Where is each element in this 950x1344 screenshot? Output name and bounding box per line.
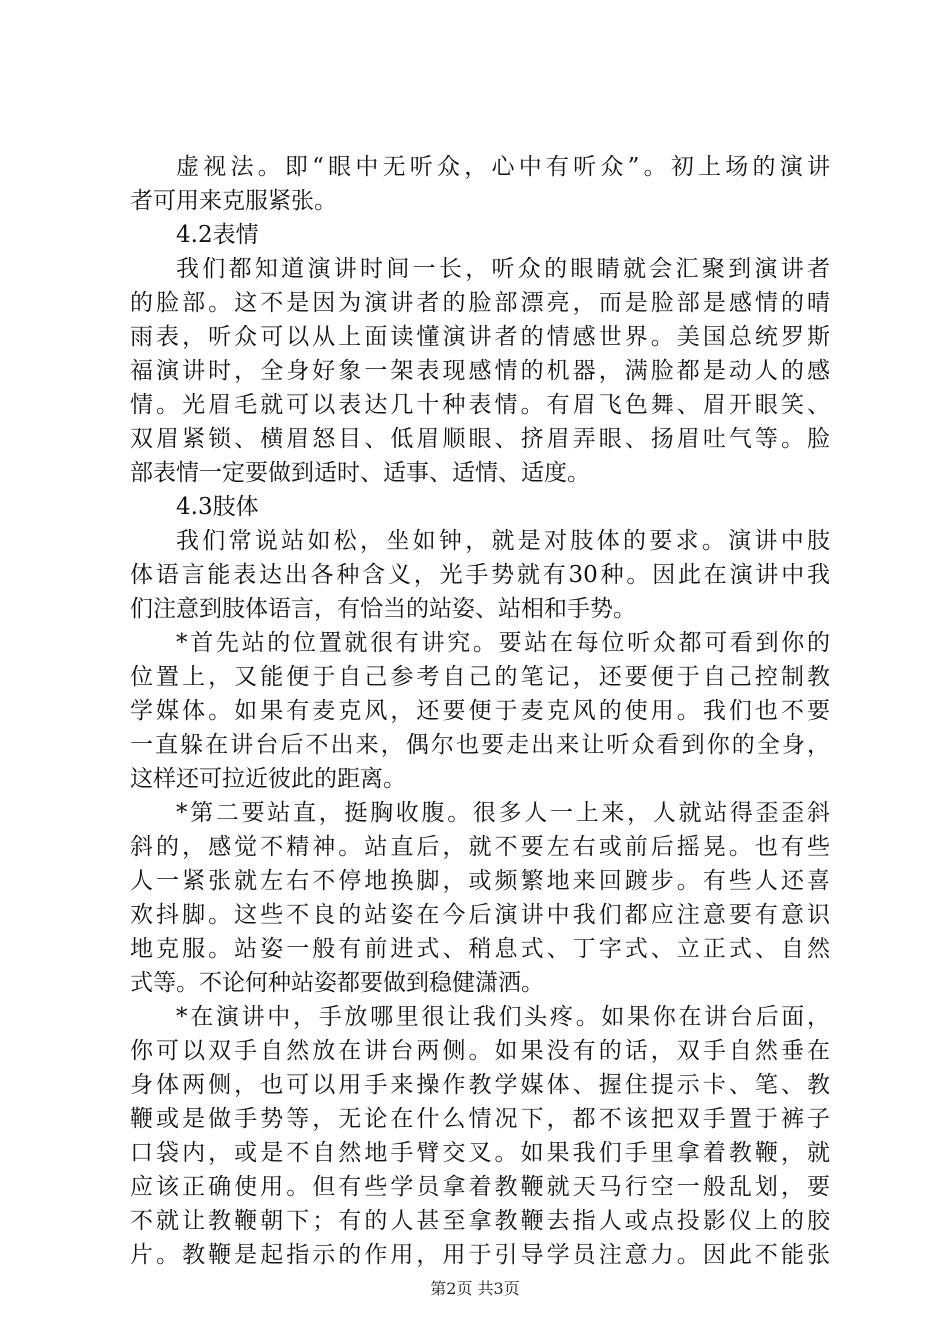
text-line: *首先站的位置就很有讲究。要站在每位听众都可看到你的	[176, 630, 830, 656]
paragraph-hands	[130, 1000, 830, 1272]
paragraph-standing-straight	[130, 796, 830, 1000]
section-heading-expression	[130, 218, 830, 252]
text-line: 斜的，感觉不精神。站直后，就不要左右或前后摇晃。也有些	[130, 834, 830, 860]
text-line: 身体两侧，也可以用手来操作教学媒体、握住提示卡、笔、教	[130, 1072, 830, 1098]
page-footer: 第2页 共3页	[430, 1279, 520, 1298]
text-line: 地克服。站姿一般有前进式、稍息式、丁字式、立正式、自然	[130, 936, 830, 962]
text-line: 口袋内，或是不自然地手臂交叉。如果我们手里拿着教鞭，就	[130, 1140, 830, 1166]
text-line: 应该正确使用。但有些学员拿着教鞭就天马行空一般乱划，要	[130, 1174, 830, 1200]
text-line: 这样还可拉近彼此的距离。	[130, 766, 406, 792]
section-heading: 4.2表情	[176, 222, 259, 248]
text-line: 雨表，听众可以从上面读懂演讲者的情感世界。美国总统罗斯	[130, 324, 830, 350]
paragraph-virtual-gaze	[130, 150, 830, 218]
text-line: 人一紧张就左右不停地换脚，或频繁地来回踱步。有些人还喜	[130, 868, 830, 894]
text-line: *第二要站直，挺胸收腹。很多人一上来，人就站得歪歪斜	[176, 800, 830, 826]
text-line: 不就让教鞭朝下；有的人甚至拿教鞭去指人或点投影仪上的胶	[130, 1208, 830, 1234]
text-line: 位置上，又能便于自己参考自己的笔记，还要便于自己控制教	[130, 664, 830, 690]
text-line: 欢抖脚。这些不良的站姿在今后演讲中我们都应注意要有意识	[130, 902, 830, 928]
text-line: 双眉紧锁、横眉怒目、低眉顺眼、挤眉弄眼、扬眉吐气等。脸	[130, 426, 830, 452]
text-line: 我们常说站如松，坐如钟，就是对肢体的要求。演讲中肢	[176, 528, 830, 554]
text-line: 体语言能表达出各种含义，光手势就有30种。因此在演讲中我	[130, 562, 830, 588]
text-line: 学媒体。如果有麦克风，还要便于麦克风的使用。我们也不要	[130, 698, 830, 724]
paragraph-expression	[130, 252, 830, 490]
body-text	[130, 150, 830, 1272]
section-heading-body	[130, 490, 830, 524]
text-line: 者可用来克服紧张。	[130, 188, 337, 214]
text-line: 的脸部。这不是因为演讲者的脸部漂亮，而是脸部是感情的晴	[130, 290, 830, 316]
text-line: 部表情一定要做到适时、适事、适情、适度。	[130, 460, 590, 486]
text-line: 一直躲在讲台后不出来，偶尔也要走出来让听众看到你的全身，	[130, 732, 830, 758]
text-line: 福演讲时，全身好象一架表现感情的机器，满脸都是动人的感	[130, 358, 830, 384]
text-line: 虚视法。即“眼中无听众，心中有听众”。初上场的演讲	[176, 154, 830, 180]
text-line: *在演讲中，手放哪里很让我们头疼。如果你在讲台后面，	[176, 1004, 830, 1030]
text-line: 们注意到肢体语言，有恰当的站姿、站相和手势。	[130, 596, 636, 622]
paragraph-body-language	[130, 524, 830, 626]
text-line: 情。光眉毛就可以表达几十种表情。有眉飞色舞、眉开眼笑、	[130, 392, 830, 418]
paragraph-standing-position	[130, 626, 830, 796]
text-line: 片。教鞭是起指示的作用，用于引导学员注意力。因此不能张	[130, 1242, 830, 1268]
text-line: 鞭或是做手势等，无论在什么情况下，都不该把双手置于裤子	[130, 1106, 830, 1132]
text-line: 式等。不论何种站姿都要做到稳健潇洒。	[130, 970, 544, 996]
text-line: 我们都知道演讲时间一长，听众的眼睛就会汇聚到演讲者	[176, 256, 830, 282]
section-heading: 4.3肢体	[176, 494, 259, 520]
text-line: 你可以双手自然放在讲台两侧。如果没有的话，双手自然垂在	[130, 1038, 830, 1064]
